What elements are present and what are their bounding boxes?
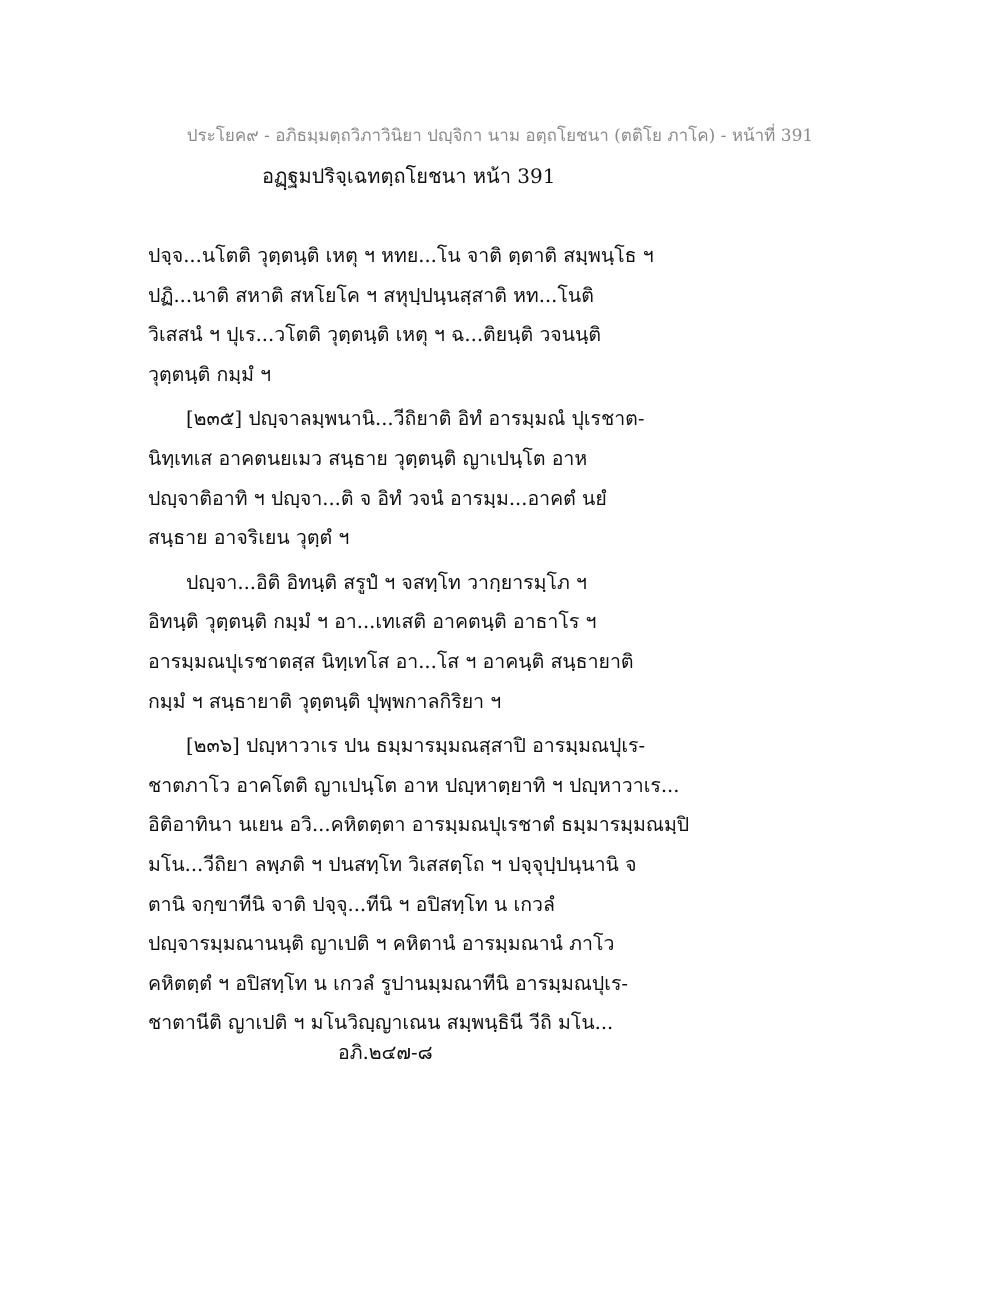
text-line: ปจฺจ...นโตติ วุตฺตนฺติ เหตุ ฯ หทย...โน จาติ ตฺตาติ สมฺพนฺโธ ฯ [148,244,654,267]
text-line: อิติอาทินา นเยน อวิ...คหิตตฺตา อารมฺมณปุเรชาตํ ธมฺมารมฺมณมฺปิ [148,813,690,837]
text-line: คหิตตฺตํ ฯ อปิสทฺโท น เกวลํ รูปานมฺมณาทีนิ อารมฺมณปุเร- [148,971,629,995]
text-line: [๒๓๖] ปญฺหาวาเร ปน ธมฺมารมฺมณสฺสาปิ อารมฺมณปุเร- [186,734,646,758]
text-line: อิทนฺติ วุตฺตนฺติ กมฺมํ ฯ อา...เทเสติ อาคตนฺติ อาธาโร ฯ [148,610,597,634]
text-line: ปฏิ...นาติ สหาติ สหโยโค ฯ สหุปฺปนฺนสฺสาติ หท...โนติ [148,283,594,307]
text-line: กมฺมํ ฯ สนฺธายาติ วุตฺตนฺติ ปุพฺพกาลกิริยา ฯ [148,689,502,713]
paragraph [148,726,848,1043]
paragraph [148,399,848,557]
text-line: มโน...วีถิยา ลพฺภติ ฯ ปนสทฺโท วิเสสตฺโถ ฯ ปจฺจุปฺปนฺนานิ จ [148,852,637,876]
section-title: อฏฺฐมปริจฺเฉทตฺถโยชนา หน้า 391 [262,164,556,188]
text-line: วิเสสนํ ฯ ปุเร...วโตติ วุตฺตนฺติ เหตุ ฯ ฉ...ติยนฺติ วจนนฺติ [148,323,602,347]
text-line: ปญฺจา...อิติ อิทนฺติ สรูปํ ฯ จสทฺโท วากฺยารมฺโภ ฯ [186,570,587,594]
running-header: ประโยค๙ - อภิธมฺมตฺถวิภาวินิยา ปญฺจิกา นาม อตฺถโยชนา (ตติโย ภาโค) - หน้าที่ 391 [186,126,814,146]
text-line: อารมฺมณปุเรชาตสฺส นิทฺเทโส อา...โส ฯ อาคนฺติ สนฺธายาติ [148,649,634,673]
text-line: [๒๓๕] ปญฺจาลมฺพนานิ...วีถิยาติ อิทํ อารมฺมณํ ปุเรชาต- [186,407,645,431]
text-line: สนฺธาย อาจริเยน วุตฺตํ ฯ [148,526,350,550]
paragraph [148,236,848,394]
text-line: ตานิ จกฺขาทีนิ จาติ ปจฺจุ...ทีนิ ฯ อปิสทฺโท น เกวลํ [148,892,555,916]
text-line: ปญฺจารมฺมณานนฺติ ญาเปติ ฯ คหิตานํ อารมฺมณานํ ภาโว [148,932,615,956]
text-line: วุตฺตนฺติ กมฺมํ ฯ [148,362,272,386]
text-line: ชาตานีติ ญาเปติ ฯ มโนวิญฺญาเณน สมฺพนฺธินี วีถิ มโน... [148,1011,614,1035]
text-line: ชาตภาโว อาคโตติ ญาเปนฺโต อาห ปญฺหาตฺยาทิ ฯ ปญฺหาวาเร... [148,773,680,797]
paragraph [148,563,848,721]
text-line: ปญฺจาติอาทิ ฯ ปญฺจา...ติ จ อิทํ วจนํ อารมฺม...อาคตํ นยํ [148,486,607,510]
footer-reference: อภิ.๒๔๗-๘ [338,1041,433,1064]
body-text [148,236,848,1048]
text-line: นิทฺเทเส อาคตนยเมว สนฺธาย วุตฺตนฺติ ญาเปนฺโต อาห [148,446,588,470]
